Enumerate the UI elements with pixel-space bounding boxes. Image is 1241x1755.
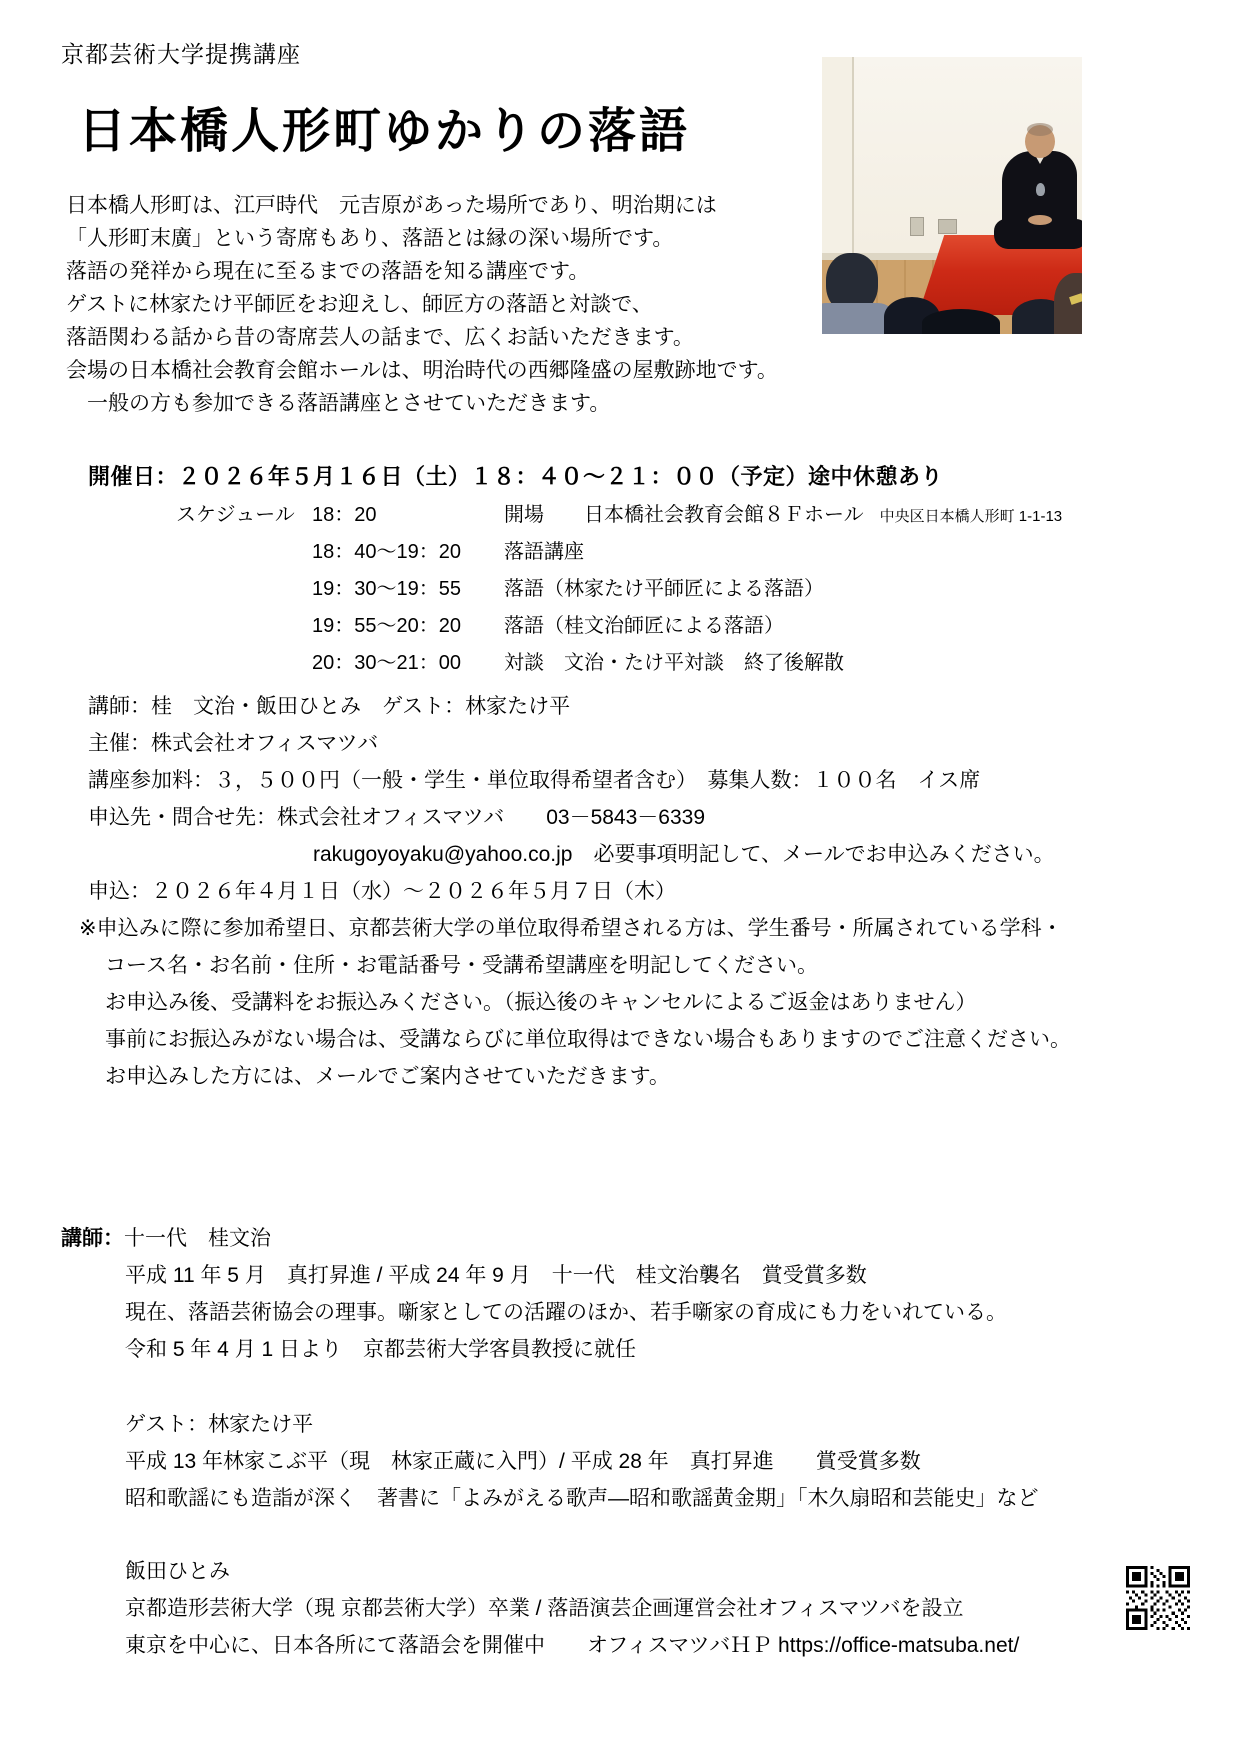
guest-bio-line: 昭和歌謡にも造詣が深く 著書に「よみがえる歌声―昭和歌謡黄金期」「木久扇昭和芸能史」など <box>125 1487 1039 1510</box>
schedule-row <box>176 646 1062 683</box>
schedule-time: 20：30～21：00 <box>312 652 461 674</box>
intro-line: 会場の日本橋社会教育会館ホールは、明治時代の西郷隆盛の屋敷跡地です。 <box>66 359 778 382</box>
schedule-row <box>176 572 1062 609</box>
note-line: お申込みした方には、メールでご案内させていただきます。 <box>105 1065 670 1088</box>
contact-line: 申込先・問合せ先：株式会社オフィスマツバ 03－5843－6339 <box>88 806 706 829</box>
note-line: 事前にお振込みがない場合は、受講ならびに単位取得はできない場合もありますのでご注意ください。 <box>105 1028 1071 1051</box>
lecturer-bio-line: 平成 11 年 5 月 真打昇進 / 平成 24 年 9 月 十一代 桂文治襲名 賞受賞多数 <box>125 1264 867 1287</box>
audience-head <box>1054 273 1082 334</box>
intro-line: 一般の方も参加できる落語講座とさせていただきます。 <box>66 392 611 415</box>
organizer-line: 主催：株式会社オフィスマツバ <box>88 732 379 755</box>
note-line: お申込み後、受講料をお振込みください。（振込後のキャンセルによるご返金はありません） <box>105 991 977 1014</box>
intro-line: ゲストに林家たけ平師匠をお迎えし、師匠方の落語と対談で、 <box>66 293 653 316</box>
application-details <box>79 688 1071 1095</box>
event-date-line: 開催日：２０２６年５月１６日（土）１８：４０～２１：００（予定）途中休憩あり <box>88 464 944 489</box>
event-photo <box>822 57 1082 334</box>
schedule-time: 18：20 <box>312 504 377 526</box>
biography-section <box>61 1220 1039 1664</box>
note-line: ※申込みに際に参加希望日、京都芸術大学の単位取得希望される方は、学生番号・所属されている学科・ <box>79 917 1063 940</box>
photo-wall-vent <box>938 219 957 234</box>
schedule-desc: 落語講座 <box>504 541 584 563</box>
audience-head <box>922 309 1000 334</box>
schedule-desc: 落語（桂文治師匠による落語） <box>504 615 784 637</box>
program-label: 京都芸術大学提携講座 <box>61 41 301 67</box>
performer-hair <box>1027 123 1053 136</box>
schedule-time: 19：30～19：55 <box>312 578 461 600</box>
lecturer-guest-line: 講師：桂 文治・飯田ひとみ ゲスト：林家たけ平 <box>88 695 571 718</box>
schedule-time: 19：55～20：20 <box>312 615 461 637</box>
producer-title-line: 飯田ひとみ <box>125 1560 230 1583</box>
schedule-time: 18：40～19：20 <box>312 541 461 563</box>
schedule-desc: 開場 日本橋社会教育会館８Ｆホール <box>504 504 864 526</box>
photo-door <box>822 57 854 255</box>
performer-hands <box>1028 215 1052 225</box>
schedule-list <box>176 498 1062 683</box>
schedule-desc: 落語（林家たけ平師匠による落語） <box>504 578 824 600</box>
intro-line: 落語関わる話から昔の寄席芸人の話まで、広くお話いただきます。 <box>66 326 694 349</box>
intro-paragraph <box>66 189 778 420</box>
lecturer-name: 十一代 桂文治 <box>124 1227 271 1250</box>
schedule-label: スケジュール <box>176 504 295 526</box>
producer-bio-line: 京都造形芸術大学（現 京都芸術大学）卒業 / 落語演芸企画運営会社オフィスマツバを設立 <box>125 1597 964 1620</box>
guest-bio-line: 平成 13 年林家こぶ平（現 林家正蔵に入門）/ 平成 28 年 真打昇進 賞受賞多数 <box>125 1450 921 1473</box>
email-line: rakugoyoyaku@yahoo.co.jp 必要事項明記して、メールでお申込みください。 <box>313 843 1055 866</box>
lecturer-bio-line: 令和 5 年 4 月 1 日より 京都芸術大学客員教授に就任 <box>125 1338 637 1361</box>
performer-crest <box>1036 183 1045 196</box>
schedule-row <box>176 609 1062 646</box>
note-line: コース名・お名前・住所・お電話番号・受講希望講座を明記してください。 <box>105 954 818 977</box>
venue-address: 中央区日本橋人形町 1-1-13 <box>879 508 1063 525</box>
qr-code <box>1126 1566 1190 1630</box>
lecturer-bio-line: 現在、落語芸術協会の理事。噺家としての活躍のほか、若手噺家の育成にも力をいれている。 <box>125 1301 1007 1324</box>
intro-line: 「人形町末廣」という寄席もあり、落語とは縁の深い場所です。 <box>66 227 674 250</box>
qr-code-graphic <box>1126 1566 1190 1630</box>
lecturer-label: 講師： <box>61 1227 124 1250</box>
photo-wall-outlet <box>910 217 924 236</box>
fee-line: 講座参加料：３，５００円（一般・学生・単位取得希望者含む） 募集人数：１００名 イス席 <box>88 769 981 792</box>
page-title: 日本橋人形町ゆかりの落語 <box>78 105 691 158</box>
lecturer-title-line <box>61 1220 1039 1257</box>
schedule-desc: 対談 文治・たけ平対談 終了後解散 <box>504 652 844 674</box>
producer-bio-line: 東京を中心に、日本各所にて落語会を開催中 オフィスマツバＨＰ https://office-matsuba.net/ <box>125 1634 1020 1657</box>
intro-line: 日本橋人形町は、江戸時代 元吉原があった場所であり、明治期には <box>66 194 717 217</box>
application-period-line: 申込：２０２６年４月１日（水）～２０２６年５月７日（木） <box>88 880 676 903</box>
schedule-row <box>176 498 1062 535</box>
intro-line: 落語の発祥から現在に至るまでの落語を知る講座です。 <box>66 260 590 283</box>
guest-title-line: ゲスト：林家たけ平 <box>125 1413 314 1436</box>
schedule-row <box>176 535 1062 572</box>
